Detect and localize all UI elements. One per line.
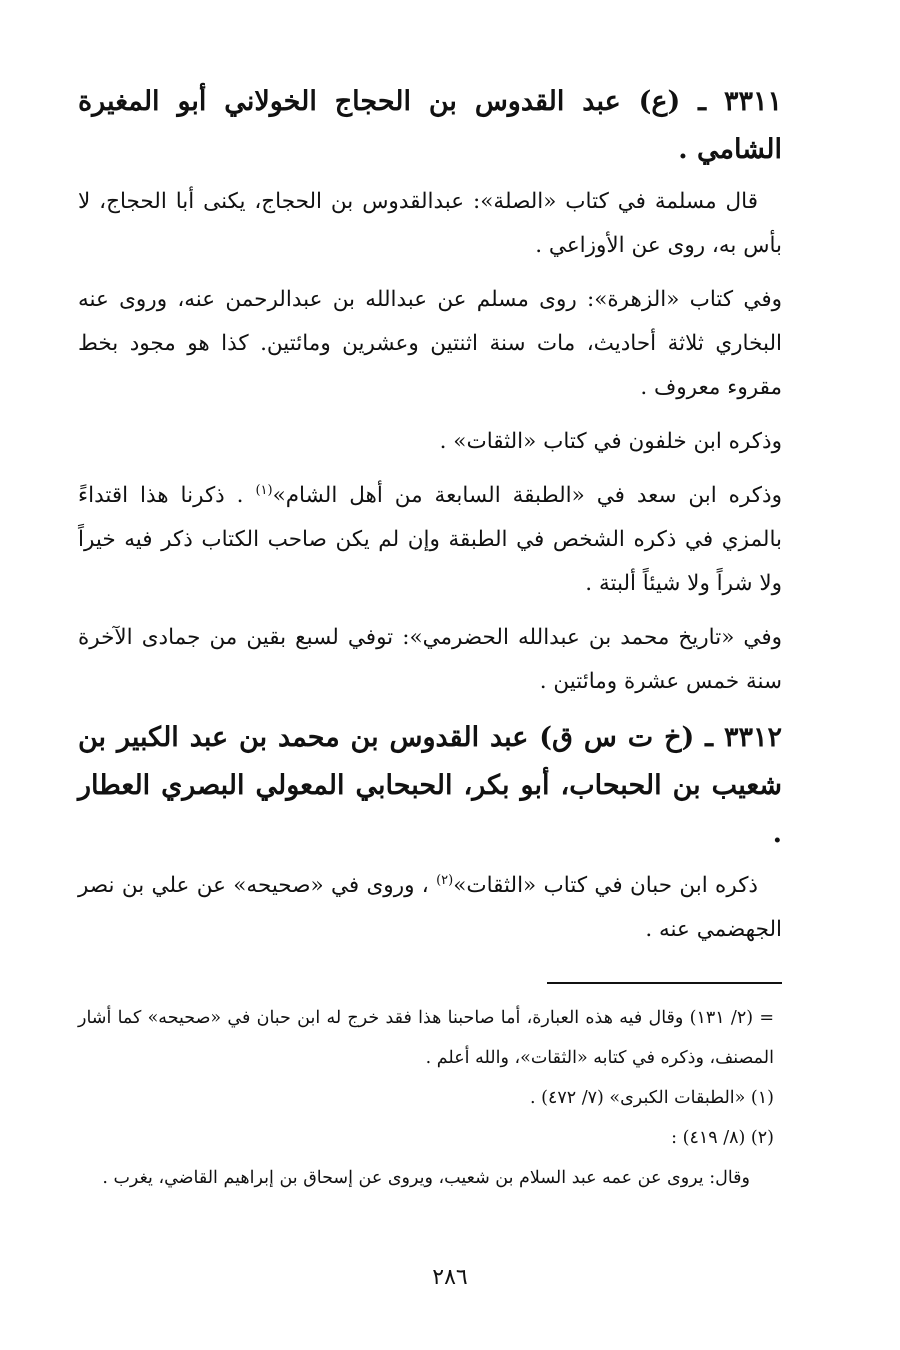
paragraph-4-text: وذكره ابن سعد في «الطبقة السابعة من أهل الشام» <box>272 483 782 508</box>
footnote-2: (٢) (٨/ ٤١٩) : <box>671 1128 774 1148</box>
entry-3311-paragraph-3: وذكره ابن خلفون في كتاب «الثقات» . <box>439 429 782 454</box>
page-number: ٢٨٦ <box>432 1265 468 1290</box>
entry-3311-paragraph-2: وفي كتاب «الزهرة»: روى مسلم عن عبدالله بن عبدالرحمن عنه، وروى عنه البخاري ثلاثة أحاديث، مات سنة اثنتين وعشرين ومائتين. كذا هو مجود بخط مقروء معروف . <box>78 287 782 400</box>
footnote-divider <box>547 982 782 984</box>
paragraph-3312-after: ، وروى في «صحيحه» عن علي بن نصر الجهضمي عنه . <box>78 873 782 942</box>
entry-3311-title: ٣٣١١ ـ (ع) عبد القدوس بن الحجاج الخولاني أبو المغيرة الشامي . <box>78 86 782 165</box>
entry-3311-paragraph-1: قال مسلمة في كتاب «الصلة»: عبدالقدوس بن الحجاج، يكنى أبا الحجاج، لا بأس به، روى عن الأوزاعي . <box>78 189 782 258</box>
paragraph-4-after: . ذكرنا هذا اقتداءً بالمزي في ذكره الشخص في الطبقة وإن لم يكن صاحب الكتاب ذكر فيه خيراً ولا شراً ولا شيئاً ألبتة . <box>78 483 782 596</box>
footnote-ref-2: (٢) <box>436 872 454 888</box>
footnote-2-text: وقال: يروى عن عمه عبد السلام بن شعيب، ويروى عن إسحاق بن إبراهيم القاضي، يغرب . <box>102 1168 750 1188</box>
entry-3311-paragraph-5: وفي «تاريخ محمد بن عبدالله الحضرمي»: توفي لسبع بقين من جمادى الآخرة سنة خمس عشرة ومائتين . <box>78 625 782 694</box>
footnote-continuation: = (٢/ ١٣١) وقال فيه هذه العبارة، أما صاحبنا هذا فقد خرج له ابن حبان في «صحيحه» كما أشار المصنف، وذكره في كتابه «الثقات»، والله أعلم . <box>78 1008 774 1068</box>
entry-3312-paragraph-1 <box>78 864 782 952</box>
entry-3312-title: ٣٣١٢ ـ (خ ت س ق) عبد القدوس بن محمد بن عبد الكبير بن شعيب بن الحبحاب، أبو بكر، الحبحابي المعولي البصري العطار . <box>78 722 782 849</box>
entry-3311-paragraph-4 <box>78 474 782 606</box>
footnote-ref-1: (١) <box>255 482 273 498</box>
footnote-1: (١) «الطبقات الكبرى» (٧/ ٤٧٢) . <box>529 1088 774 1108</box>
paragraph-3312-text: ذكره ابن حبان في كتاب «الثقات» <box>453 873 758 898</box>
